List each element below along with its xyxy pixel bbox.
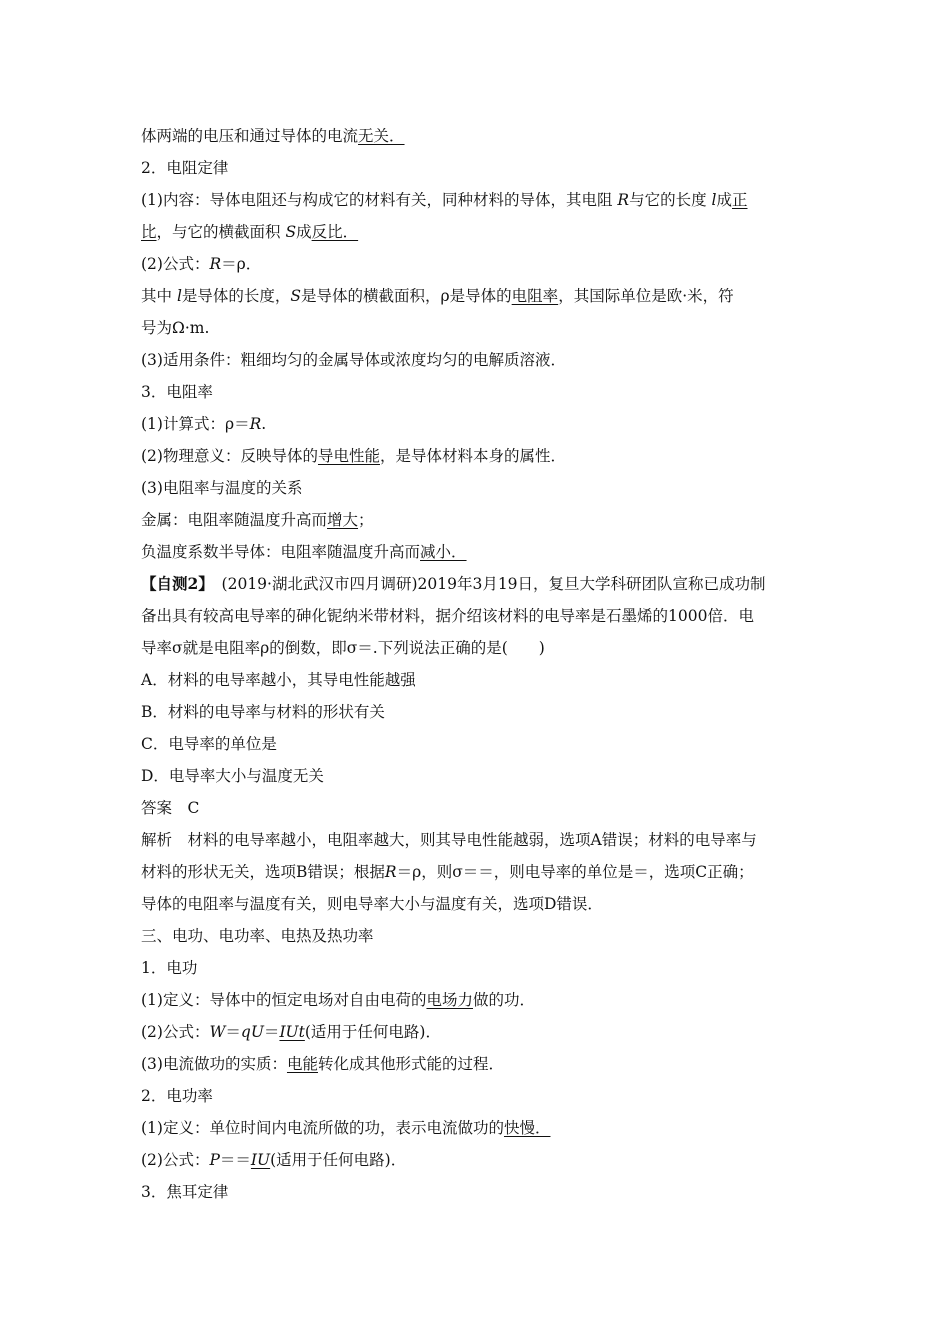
text-line: 比，与它的横截面积 S成反比．: [141, 223, 359, 241]
text-line: (3)电流做功的实质：电能转化成其他形式能的过程．: [141, 1055, 504, 1073]
formula-line: (2)公式：W＝qU＝IUt(适用于任何电路)．: [141, 1023, 441, 1041]
answer-line: 答案 C: [141, 799, 200, 817]
text-line: 金属：电阻率随温度升高而增大；: [141, 511, 374, 529]
section-heading: 2．电功率: [141, 1087, 213, 1105]
section-heading: 三、电功、电功率、电热及热功率: [141, 927, 374, 945]
analysis-line: 材料的形状无关，选项B错误；根据R＝ρ，则σ＝＝，则电导率的单位是＝，选项C正确；: [141, 863, 754, 881]
text-line: (3)电阻率与温度的关系: [141, 479, 303, 497]
formula-line: (2)公式：R＝ρ．: [141, 255, 262, 273]
text-line: 其中 l是导体的长度，S是导体的横截面积，ρ是导体的电阻率，其国际单位是欧·米，符: [141, 287, 734, 305]
analysis-line: 解析 材料的电导率越小，电阻率越大，则其导电性能越弱，选项A错误；材料的电导率与: [141, 831, 757, 849]
question-stem: 备出具有较高电导率的砷化铌纳米带材料，据介绍该材料的电导率是石墨烯的1000倍．电: [141, 607, 754, 625]
option-c: C．电导率的单位是: [141, 735, 277, 753]
option-a: A．材料的电导率越小，其导电性能越强: [141, 671, 416, 689]
section-heading: 3．焦耳定律: [141, 1183, 229, 1201]
text-line: 负温度系数半导体：电阻率随温度升高而减小．: [141, 543, 467, 561]
section-heading: 3．电阻率: [141, 383, 213, 401]
section-heading: 1．电功: [141, 959, 198, 977]
text-line: (1)内容：导体电阻还与构成它的材料有关，同种材料的导体，其电阻 R与它的长度 l成正: [141, 191, 748, 209]
text-line: (1)定义：导体中的恒定电场对自由电荷的电场力做的功．: [141, 991, 535, 1009]
text-line: (3)适用条件：粗细均匀的金属导体或浓度均匀的电解质溶液．: [141, 351, 566, 369]
option-b: B．材料的电导率与材料的形状有关: [141, 703, 385, 721]
text-line: 号为Ω·m.: [141, 319, 210, 337]
analysis-line: 导体的电阻率与温度有关，则电导率大小与温度有关，选项D错误．: [141, 895, 603, 913]
formula-line: (2)公式：P＝＝IU(适用于任何电路)．: [141, 1151, 407, 1169]
question-stem: 导率σ就是电阻率ρ的倒数，即σ＝.下列说法正确的是( ): [141, 639, 545, 657]
question-stem: 【自测2】 (2019·湖北武汉市四月调研)2019年3月19日，复旦大学科研团队宣称已成功制: [141, 574, 766, 593]
section-heading: 2．电阻定律: [141, 159, 229, 177]
option-d: D．电导率大小与温度无关: [141, 767, 324, 785]
text-line: (1)定义：单位时间内电流所做的功，表示电流做功的快慢．: [141, 1119, 551, 1137]
text-line: 体两端的电压和通过导体的电流无关．: [141, 127, 405, 145]
text-line: (2)物理意义：反映导体的导电性能，是导体材料本身的属性．: [141, 447, 566, 465]
formula-line: (1)计算式：ρ＝R.: [141, 415, 267, 433]
